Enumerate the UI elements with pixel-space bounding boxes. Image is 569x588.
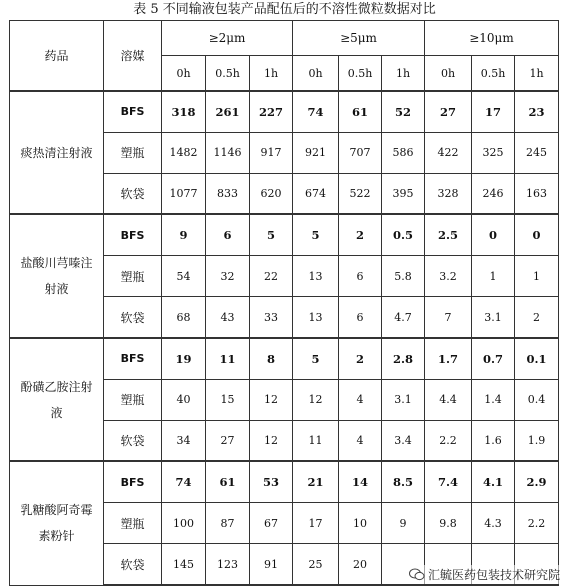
solvent-cell: BFS (104, 214, 162, 255)
drug-name-cell: 盐酸川芎嗪注射液 (10, 214, 104, 337)
value-cell: 13 (293, 297, 339, 338)
value-cell: 15 (206, 379, 250, 420)
value-cell: 21 (293, 461, 339, 502)
value-cell: 33 (250, 297, 293, 338)
value-cell: 7.4 (425, 461, 472, 502)
value-cell: 0.5 (382, 214, 425, 255)
solvent-cell: BFS (104, 461, 162, 502)
value-cell: 40 (162, 379, 206, 420)
drug-name-cell: 乳糖酸阿奇霉素粉针 (10, 461, 104, 585)
value-cell: 54 (162, 256, 206, 297)
value-cell: 19 (162, 338, 206, 379)
value-cell: 74 (162, 461, 206, 502)
watermark-text: 汇毓医药包装技术研究院 (427, 568, 560, 582)
value-cell: 145 (162, 544, 206, 585)
header-size-2um: ≥2μm (162, 21, 293, 56)
header-time: 0.5h (472, 56, 515, 92)
value-cell: 14 (339, 461, 382, 502)
value-cell: 3.4 (382, 420, 425, 461)
value-cell: 2 (515, 297, 559, 338)
value-cell: 9 (162, 214, 206, 255)
value-cell: 1 (472, 256, 515, 297)
value-cell: 6 (339, 256, 382, 297)
solvent-cell: BFS (104, 91, 162, 132)
value-cell: 1077 (162, 173, 206, 214)
value-cell: 1.7 (425, 338, 472, 379)
value-cell: 17 (472, 91, 515, 132)
solvent-cell: 软袋 (104, 297, 162, 338)
solvent-cell: 软袋 (104, 173, 162, 214)
value-cell: 0 (472, 214, 515, 255)
value-cell: 8.5 (382, 461, 425, 502)
value-cell: 917 (250, 132, 293, 173)
value-cell: 3.1 (472, 297, 515, 338)
value-cell: 246 (472, 173, 515, 214)
value-cell: 163 (515, 173, 559, 214)
value-cell: 2.2 (515, 503, 559, 544)
value-cell: 22 (250, 256, 293, 297)
value-cell: 53 (250, 461, 293, 502)
value-cell: 0 (515, 214, 559, 255)
value-cell: 12 (250, 420, 293, 461)
header-time: 0h (425, 56, 472, 92)
value-cell: 6 (339, 297, 382, 338)
value-cell: 5 (293, 214, 339, 255)
value-cell: 1.9 (515, 420, 559, 461)
table-row (10, 91, 559, 132)
value-cell: 13 (293, 256, 339, 297)
value-cell: 11 (293, 420, 339, 461)
value-cell: 20 (339, 544, 382, 585)
value-cell: 12 (293, 379, 339, 420)
value-cell: 261 (206, 91, 250, 132)
value-cell: 11 (206, 338, 250, 379)
header-time: 1h (250, 56, 293, 92)
table-title: 表 5 不同输液包装产品配伍后的不溶性微粒数据对比 (133, 2, 436, 17)
header-time: 0.5h (206, 56, 250, 92)
value-cell: 32 (206, 256, 250, 297)
solvent-cell: 塑瓶 (104, 503, 162, 544)
value-cell: 7 (425, 297, 472, 338)
value-cell: 91 (250, 544, 293, 585)
value-cell: 2 (339, 338, 382, 379)
value-cell: 0.1 (515, 338, 559, 379)
value-cell: 1 (515, 256, 559, 297)
value-cell: 2.9 (515, 461, 559, 502)
value-cell: 52 (382, 91, 425, 132)
value-cell: 2.5 (425, 214, 472, 255)
value-cell: 10 (339, 503, 382, 544)
header-size-5um: ≥5μm (293, 21, 425, 56)
drug-name-cell: 酚磺乙胺注射液 (10, 338, 104, 461)
value-cell: 707 (339, 132, 382, 173)
value-cell: 245 (515, 132, 559, 173)
value-cell: 0.7 (472, 338, 515, 379)
solvent-cell: 软袋 (104, 544, 162, 585)
value-cell: 34 (162, 420, 206, 461)
solvent-cell: 塑瓶 (104, 379, 162, 420)
header-drug: 药品 (10, 21, 104, 92)
value-cell: 67 (250, 503, 293, 544)
value-cell: 4 (339, 379, 382, 420)
value-cell: 2.2 (425, 420, 472, 461)
value-cell: 3.2 (425, 256, 472, 297)
value-cell: 620 (250, 173, 293, 214)
value-cell: 74 (293, 91, 339, 132)
value-cell: 2.8 (382, 338, 425, 379)
drug-name-cell: 痰热清注射液 (10, 91, 104, 214)
value-cell: 87 (206, 503, 250, 544)
value-cell: 23 (515, 91, 559, 132)
value-cell: 25 (293, 544, 339, 585)
value-cell: 12 (250, 379, 293, 420)
value-cell: 674 (293, 173, 339, 214)
particle-data-table (9, 20, 559, 586)
value-cell: 4.3 (472, 503, 515, 544)
value-cell: 9 (382, 503, 425, 544)
solvent-cell: BFS (104, 338, 162, 379)
watermark (406, 565, 563, 584)
value-cell: 921 (293, 132, 339, 173)
value-cell: 4.1 (472, 461, 515, 502)
value-cell: 1.6 (472, 420, 515, 461)
value-cell: 395 (382, 173, 425, 214)
value-cell: 227 (250, 91, 293, 132)
header-solvent: 溶媒 (104, 21, 162, 92)
header-time: 0h (162, 56, 206, 92)
value-cell: 123 (206, 544, 250, 585)
value-cell: 8 (250, 338, 293, 379)
value-cell: 4 (339, 420, 382, 461)
value-cell: 833 (206, 173, 250, 214)
value-cell: 5 (293, 338, 339, 379)
solvent-cell: 软袋 (104, 420, 162, 461)
solvent-cell: 塑瓶 (104, 256, 162, 297)
value-cell: 325 (472, 132, 515, 173)
value-cell: 328 (425, 173, 472, 214)
value-cell: 0.4 (515, 379, 559, 420)
value-cell: 5 (250, 214, 293, 255)
value-cell: 1.4 (472, 379, 515, 420)
value-cell: 1146 (206, 132, 250, 173)
value-cell: 17 (293, 503, 339, 544)
table-row (10, 338, 559, 379)
value-cell: 68 (162, 297, 206, 338)
header-time: 0.5h (339, 56, 382, 92)
value-cell: 2 (339, 214, 382, 255)
header-time: 0h (293, 56, 339, 92)
value-cell: 61 (339, 91, 382, 132)
wechat-icon (409, 568, 425, 581)
value-cell: 422 (425, 132, 472, 173)
value-cell: 4.7 (382, 297, 425, 338)
table-row (10, 214, 559, 255)
value-cell: 586 (382, 132, 425, 173)
header-time: 1h (515, 56, 559, 92)
header-size-10um: ≥10μm (425, 21, 559, 56)
value-cell: 1482 (162, 132, 206, 173)
value-cell: 43 (206, 297, 250, 338)
value-cell: 27 (206, 420, 250, 461)
table-row (10, 461, 559, 502)
header-time: 1h (382, 56, 425, 92)
value-cell: 6 (206, 214, 250, 255)
solvent-cell: 塑瓶 (104, 132, 162, 173)
value-cell: 5.8 (382, 256, 425, 297)
value-cell: 3.1 (382, 379, 425, 420)
value-cell: 522 (339, 173, 382, 214)
value-cell: 100 (162, 503, 206, 544)
value-cell: 27 (425, 91, 472, 132)
value-cell: 61 (206, 461, 250, 502)
value-cell: 318 (162, 91, 206, 132)
value-cell: 9.8 (425, 503, 472, 544)
value-cell: 4.4 (425, 379, 472, 420)
